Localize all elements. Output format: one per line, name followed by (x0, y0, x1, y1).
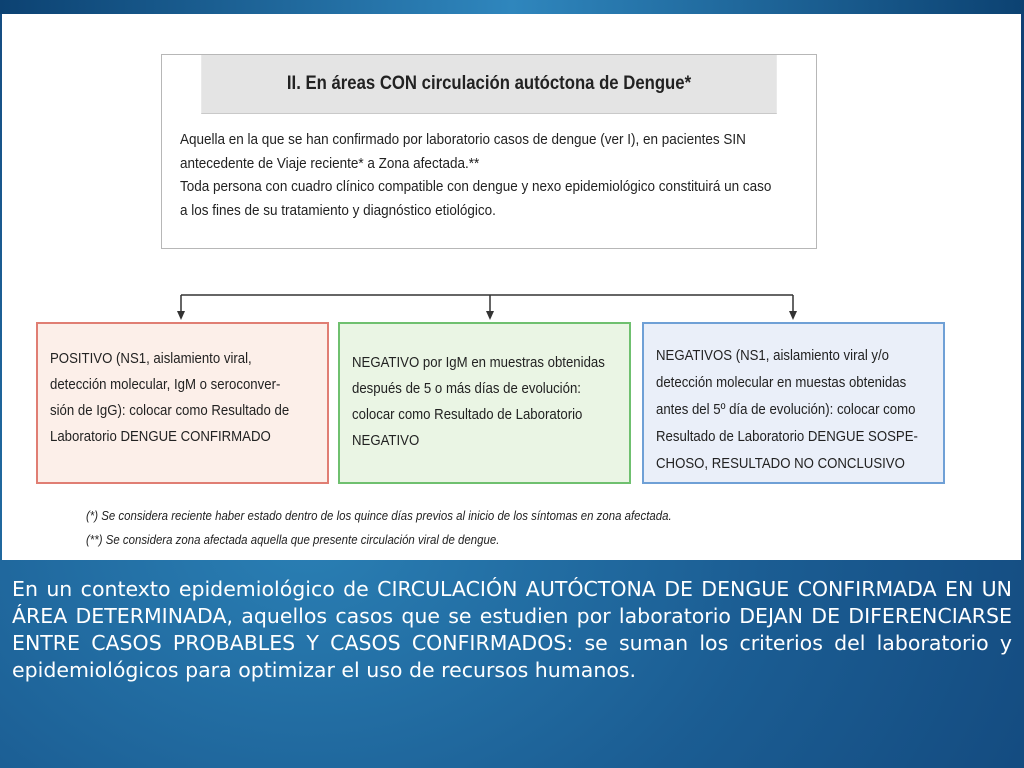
result-positive-box (36, 322, 329, 484)
definition-line: Aquella en la que se han confirmado por laboratorio casos de dengue (ver I), en pacientes SIN (180, 131, 746, 148)
result-negatives-box (642, 322, 945, 484)
result-line: Laboratorio DENGUE CONFIRMADO (50, 428, 271, 445)
footnotes (86, 504, 702, 552)
definition-title: II. En áreas CON circulación autóctona de Dengue* (201, 55, 777, 114)
definition-line: antecedente de Viaje reciente* a Zona afectada.** (180, 154, 480, 172)
top-band (0, 0, 1024, 14)
slide-caption: En un contexto epidemiológico de CIRCULACIÓN AUTÓCTONA DE DENGUE CONFIRMADA EN UN ÁREA DETERMINADA, aquellos casos que se estudien por laboratorio DEJAN DE DIFERENCIARSE ENTRE CASOS PROBABLES Y CASOS CONFIRMADOS: se suman los criterios del laboratorio y epidemiológicos para optimizar el uso de recursos humanos. (12, 577, 1012, 682)
arrow-down-icon (486, 311, 494, 320)
result-negative-igm-box (338, 322, 631, 484)
flow-connector (2, 14, 1021, 334)
definition-line: Toda persona con cuadro clínico compatible con dengue y nexo epidemiológico constituirá un caso (180, 178, 772, 195)
result-line: NEGATIVO por IgM en muestras obtenidas (352, 354, 605, 371)
result-line: POSITIVO (NS1, aislamiento viral, (50, 350, 252, 367)
result-line: detección molecular en muestas obtenidas (656, 374, 907, 391)
result-line: Resultado de Laboratorio DENGUE SOSPE- (656, 428, 918, 445)
result-line: NEGATIVO (352, 432, 420, 449)
arrow-down-icon (789, 311, 797, 320)
footnote: (**) Se considera zona afectada aquella que presente circulación viral de dengue. (86, 532, 500, 547)
definition-line: a los fines de su tratamiento y diagnóstico etiológico. (180, 201, 496, 219)
result-line: antes del 5º día de evolución): colocar como (656, 401, 916, 418)
footnote: (*) Se considera reciente haber estado dentro de los quince días previos al inicio de los síntomas en zona afectada. (86, 508, 672, 523)
result-line: colocar como Resultado de Laboratorio (352, 406, 583, 423)
flowchart-image (2, 14, 1021, 560)
result-line: NEGATIVOS (NS1, aislamiento viral y/o (656, 347, 890, 364)
result-line: sión de IgG): colocar como Resultado de (50, 402, 290, 419)
result-line: después de 5 o más días de evolución: (352, 380, 581, 397)
result-line: detección molecular, IgM o seroconver- (50, 376, 281, 393)
result-line: CHOSO, RESULTADO NO CONCLUSIVO (656, 455, 905, 472)
arrow-down-icon (177, 311, 185, 320)
